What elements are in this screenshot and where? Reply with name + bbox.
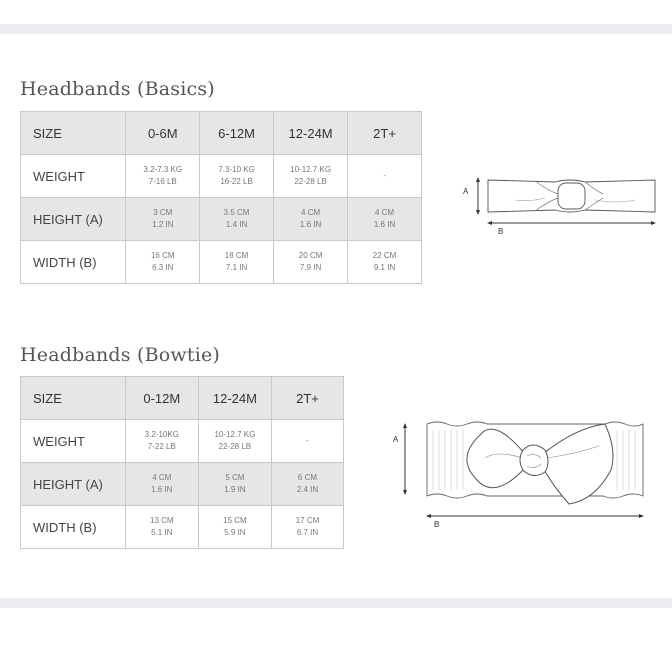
imperial-value: 16-22 LB bbox=[220, 177, 253, 186]
dimension-label-b: B bbox=[498, 227, 504, 236]
table-cell bbox=[200, 155, 274, 198]
imperial-value: 1.9 IN bbox=[224, 485, 246, 494]
table-cell bbox=[125, 463, 198, 506]
header-cell: 2T+ bbox=[348, 112, 422, 155]
imperial-value: 9.1 IN bbox=[373, 263, 396, 272]
table-row-height bbox=[21, 198, 422, 241]
imperial-value: 5.1 IN bbox=[151, 528, 173, 537]
imperial-value: 1.2 IN bbox=[152, 220, 174, 229]
metric-value: 20 CM bbox=[298, 251, 323, 260]
imperial-value: 6.3 IN bbox=[152, 263, 174, 272]
metric-value: 15 CM bbox=[223, 516, 247, 525]
row-label: WIDTH (B) bbox=[21, 506, 126, 549]
table-header-row bbox=[21, 112, 422, 155]
bottom-divider bbox=[0, 598, 672, 608]
table-row-weight bbox=[21, 155, 422, 198]
table-row-height bbox=[21, 463, 344, 506]
table-cell bbox=[126, 241, 200, 284]
metric-value: 7.3-10 KG bbox=[218, 165, 255, 174]
table-cell bbox=[200, 198, 274, 241]
table-cell bbox=[200, 241, 274, 284]
metric-value: 17 CM bbox=[295, 516, 320, 525]
top-bar bbox=[0, 0, 672, 24]
top-divider bbox=[0, 24, 672, 34]
table-cell bbox=[348, 241, 422, 284]
table-row-width bbox=[21, 506, 344, 549]
metric-value: 4 CM bbox=[374, 208, 395, 217]
table-row-width bbox=[21, 241, 422, 284]
imperial-value: 1.6 IN bbox=[299, 220, 322, 229]
imperial-value: 22-28 LB bbox=[218, 442, 252, 451]
imperial-value: 1.4 IN bbox=[225, 220, 248, 229]
bowtie-headband-illustration-icon bbox=[385, 410, 655, 540]
imperial-value: 2.4 IN bbox=[296, 485, 319, 494]
size-table-basics bbox=[20, 111, 422, 284]
metric-value: 5 CM bbox=[225, 473, 245, 482]
header-cell: SIZE bbox=[21, 377, 126, 420]
metric-value: 3 CM bbox=[153, 208, 173, 217]
metric-value: - bbox=[306, 436, 309, 445]
metric-value: 10-12.7 KG bbox=[290, 165, 332, 174]
row-label: WEIGHT bbox=[21, 420, 126, 463]
imperial-value: 22-28 LB bbox=[294, 177, 327, 186]
table-cell bbox=[126, 155, 200, 198]
row-label: WEIGHT bbox=[21, 155, 126, 198]
table-cell bbox=[271, 506, 343, 549]
metric-value: 3.2-7.3 KG bbox=[143, 165, 183, 174]
header-cell: 12-24M bbox=[198, 377, 271, 420]
size-table-bowtie bbox=[20, 376, 344, 549]
header-cell: 12-24M bbox=[274, 112, 348, 155]
section-title-basics: Headbands (Basics) bbox=[20, 78, 215, 100]
imperial-value: 7.1 IN bbox=[225, 263, 248, 272]
table-cell bbox=[274, 198, 348, 241]
metric-value: 16 CM bbox=[150, 251, 175, 260]
metric-value: 4 CM bbox=[152, 473, 172, 482]
row-label: HEIGHT (A) bbox=[21, 463, 126, 506]
metric-value: 3.2-10KG bbox=[144, 430, 179, 439]
table-cell bbox=[198, 463, 271, 506]
table-cell bbox=[198, 506, 271, 549]
table-cell bbox=[125, 420, 198, 463]
table-cell bbox=[271, 463, 343, 506]
header-cell: SIZE bbox=[21, 112, 126, 155]
table-cell bbox=[271, 420, 343, 463]
metric-value: - bbox=[383, 171, 386, 180]
table-header-row bbox=[21, 377, 344, 420]
dimension-label-a: A bbox=[393, 435, 399, 444]
metric-value: 22 CM bbox=[372, 251, 397, 260]
table-row-weight bbox=[21, 420, 344, 463]
dimension-label-b: B bbox=[434, 520, 440, 529]
header-cell: 0-6M bbox=[126, 112, 200, 155]
imperial-value: 1.6 IN bbox=[151, 485, 173, 494]
imperial-value: 1.6 IN bbox=[373, 220, 396, 229]
table-cell bbox=[348, 155, 422, 198]
metric-value: 3.5 CM bbox=[223, 208, 250, 217]
header-cell: 6-12M bbox=[200, 112, 274, 155]
metric-value: 13 CM bbox=[150, 516, 174, 525]
header-cell: 0-12M bbox=[125, 377, 198, 420]
table-cell bbox=[274, 155, 348, 198]
table-cell bbox=[126, 198, 200, 241]
table-cell bbox=[125, 506, 198, 549]
imperial-value: 7-22 LB bbox=[147, 442, 176, 451]
row-label: HEIGHT (A) bbox=[21, 198, 126, 241]
dimension-label-a: A bbox=[463, 187, 469, 196]
imperial-value: 7-16 LB bbox=[148, 177, 177, 186]
imperial-value: 7.9 IN bbox=[299, 263, 322, 272]
metric-value: 6 CM bbox=[297, 473, 318, 482]
header-cell: 2T+ bbox=[271, 377, 343, 420]
metric-value: 10-12.7 KG bbox=[214, 430, 256, 439]
row-label: WIDTH (B) bbox=[21, 241, 126, 284]
basic-headband-illustration-icon bbox=[455, 160, 665, 240]
imperial-value: 6.7 IN bbox=[296, 528, 319, 537]
metric-value: 4 CM bbox=[301, 208, 321, 217]
section-title-bowtie: Headbands (Bowtie) bbox=[20, 344, 221, 366]
table-cell bbox=[198, 420, 271, 463]
imperial-value: 5.9 IN bbox=[224, 528, 246, 537]
metric-value: 18 CM bbox=[224, 251, 249, 260]
table-cell bbox=[274, 241, 348, 284]
table-cell bbox=[348, 198, 422, 241]
